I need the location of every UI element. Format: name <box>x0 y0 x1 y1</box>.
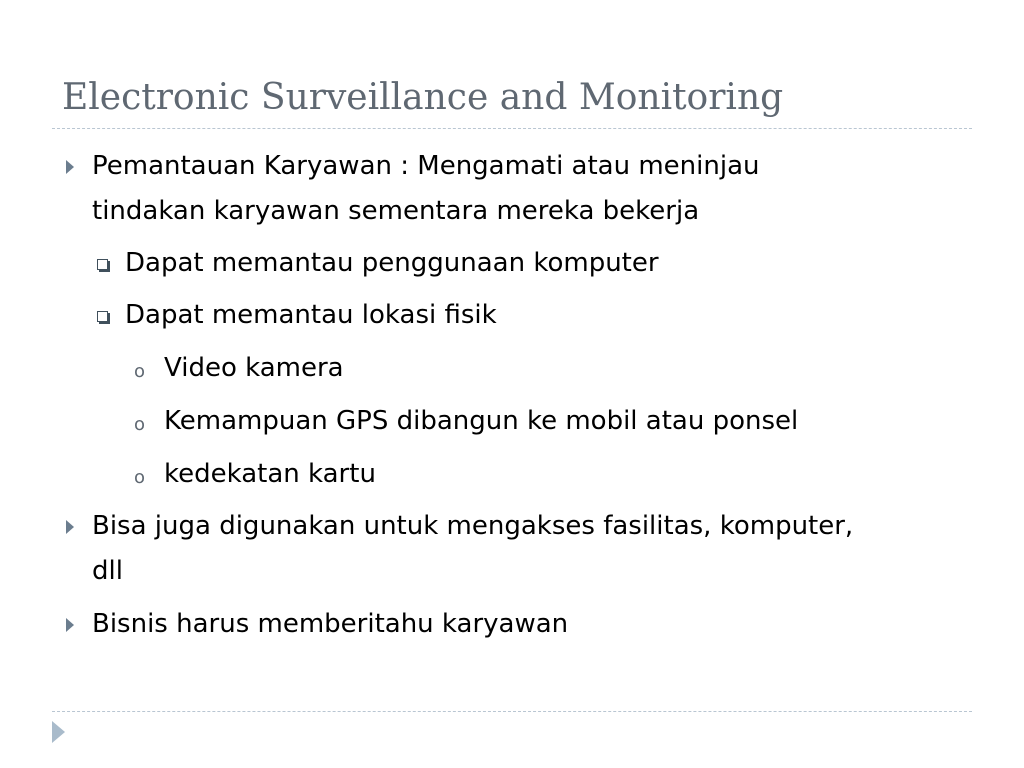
bullet-item-line: Bisnis harus memberitahu karyawan <box>92 609 569 639</box>
sub-sub-bullet-item: Kemampuan GPS dibangun ke mobil atau ponsel <box>164 406 799 436</box>
triangle-bullet-icon <box>66 520 74 534</box>
footer-divider <box>52 711 972 712</box>
circle-bullet-icon: o <box>134 414 146 435</box>
triangle-bullet-icon <box>66 160 74 174</box>
bullet-item-line: Bisa juga digunakan untuk mengakses fasilitas, komputer, <box>92 511 854 541</box>
circle-bullet-icon: o <box>134 361 146 382</box>
triangle-bullet-icon <box>66 618 74 632</box>
sub-sub-bullet-item: kedekatan kartu <box>164 459 376 489</box>
sub-bullet-item: Dapat memantau lokasi fisik <box>125 300 497 330</box>
next-slide-arrow-icon[interactable] <box>52 721 65 743</box>
bullet-item-line: Pemantauan Karyawan : Mengamati atau meninjau <box>92 151 760 181</box>
square-bullet-icon <box>97 311 108 322</box>
sub-bullet-item: Dapat memantau penggunaan komputer <box>125 248 659 278</box>
sub-sub-bullet-item: Video kamera <box>164 353 344 383</box>
bullet-item-line: tindakan karyawan sementara mereka bekerja <box>92 196 700 226</box>
square-bullet-icon <box>97 259 108 270</box>
circle-bullet-icon: o <box>134 467 146 488</box>
slide-title: Electronic Surveillance and Monitoring <box>62 77 784 118</box>
bullet-item-line: dll <box>92 556 123 586</box>
